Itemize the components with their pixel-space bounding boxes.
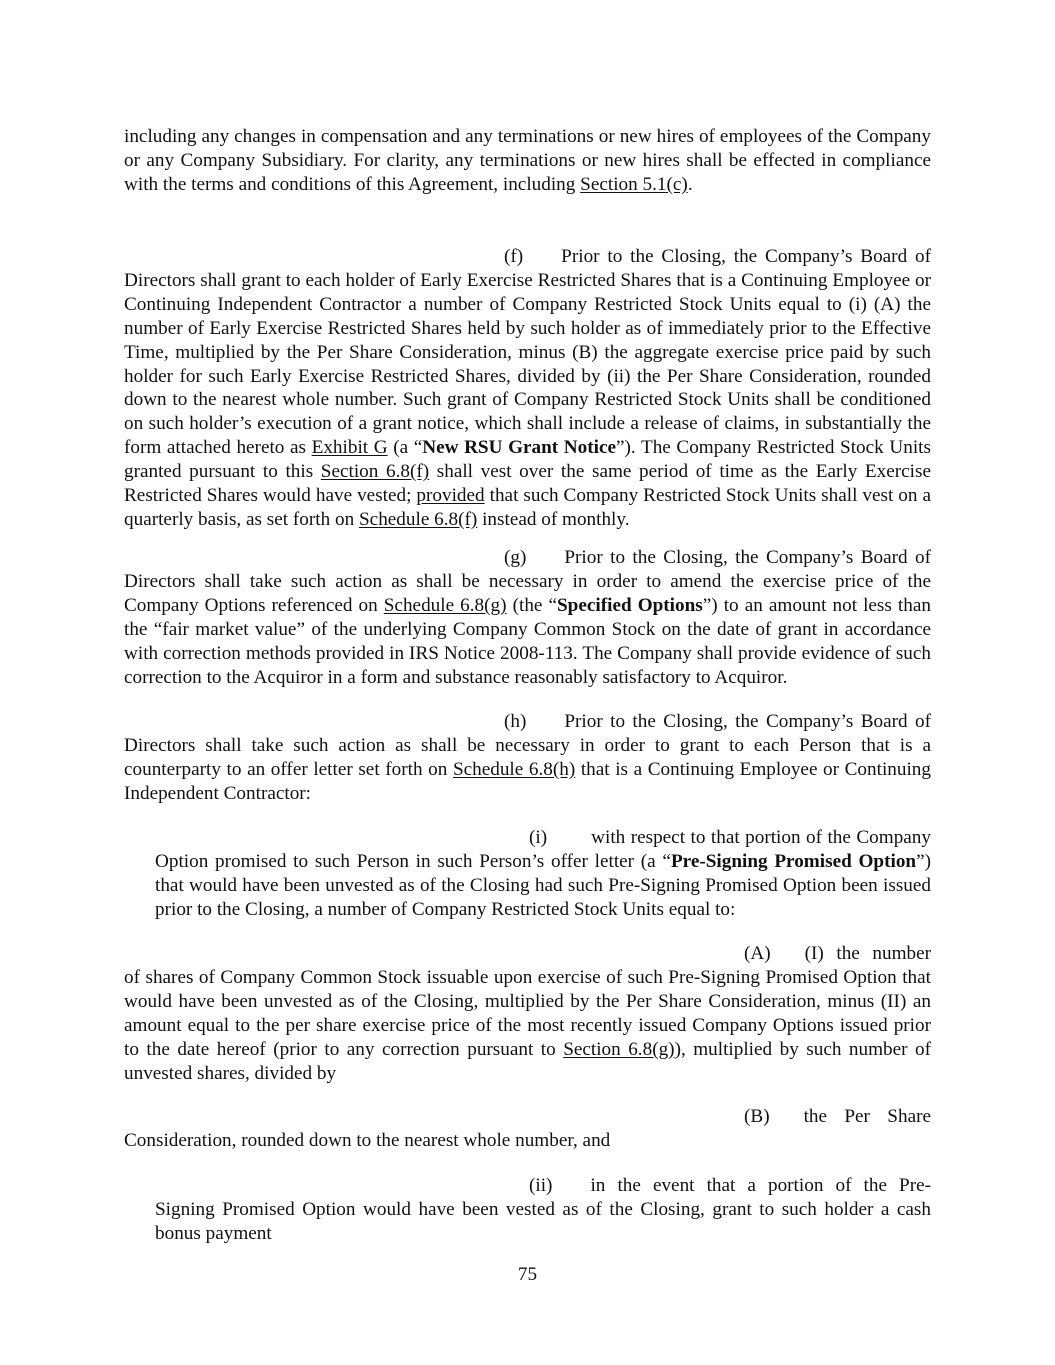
- text-run: instead of monthly.: [477, 508, 630, 530]
- text-run: ), multiplied by such number of unvested shares, divided by: [124, 1038, 931, 1084]
- clause-label: (ii): [529, 1175, 553, 1196]
- text-run: Prior to the Closing, the Company’s Board of Directors shall grant to each holder of Early Exercise Restricted Shares that is a Continuing Employee or Continuing Independent Contractor a number of Company Restricted Stock Units equal to (i) (A) the number of Early Exercise Restricted Shares held by such holder as of immediately prior to the Effective Time, multiplied by the Per Share Consideration, minus (B) the aggregate exercise price paid by such holder for such Early Exercise Restricted Shares, divided by (ii) the Per Share Consideration, rounded down to the nearest whole number. Such grant of Company Restricted Stock Units shall be conditioned on such holder’s execution of a grant notice, which shall include a release of claims, in substantially the form attached hereto as: [124, 246, 931, 459]
- text-run: (I) the number of shares of Company Common Stock issuable upon exercise of such Pre-Signing Promised Option that would have been unvested as of the Closing, multiplied by the Per Share Consideration, minus (II) an amount equal to the per share exercise price of the most recently issued Company Options issued prior to the date hereof (prior to any correction pursuant to: [124, 943, 931, 1060]
- paragraph-clause-h-i-A: [124, 942, 931, 1085]
- cross-reference: Schedule 6.8(h): [452, 758, 576, 780]
- cross-reference: Section 6.8(g): [563, 1038, 675, 1060]
- clause-label: (A): [744, 943, 771, 964]
- paragraph-clause-g: [124, 546, 931, 689]
- text-run: the Per Share Consideration, rounded down to the nearest whole number, and: [124, 1106, 931, 1151]
- clause-label: (h): [504, 711, 527, 732]
- text-run: Prior to the Closing, the Company’s Board of Directors shall take such action as shall be necessary in order to grant to each Person that is a counterparty to an offer letter set forth on: [124, 711, 931, 780]
- text-run: (the “: [506, 594, 558, 616]
- defined-term: Pre-Signing Promised Option: [670, 850, 917, 872]
- text-run: shall vest over the same period of time as the Early Exercise Restricted Shares would have vested;: [124, 461, 931, 507]
- text-run: .: [687, 173, 693, 195]
- cross-reference: Schedule 6.8(f): [359, 508, 478, 530]
- text-run: ”). The Company Restricted Stock Units granted pursuant to this: [124, 437, 931, 483]
- text-run: in the event that a portion of the Pre-Signing Promised Option would have been vested as of the Closing, grant to such holder a cash bonus payment: [155, 1175, 931, 1244]
- text-run: Prior to the Closing, the Company’s Board of Directors shall take such action as shall be necessary in order to amend the exercise price of the Company Options referenced on: [124, 547, 931, 616]
- text-run: with respect to that portion of the Company Option promised to such Person in such Person’s offer letter (a “: [155, 827, 931, 872]
- paragraph-clause-f: [124, 245, 931, 532]
- paragraph-clause-h-ii: [155, 1174, 931, 1246]
- paragraph-clause-h: [124, 710, 931, 806]
- cross-reference: provided: [416, 485, 485, 507]
- text-run: that is a Continuing Employee or Continuing Independent Contractor:: [124, 758, 931, 804]
- paragraph-clause-h-i-B: [124, 1105, 931, 1153]
- clause-label: (f): [504, 246, 524, 267]
- text-run: that such Company Restricted Stock Units shall vest on a quarterly basis, as set forth on: [124, 485, 931, 530]
- text-run: ”) to an amount not less than the “fair market value” of the underlying Company Common Stock on the date of grant in accordance with correction methods provided in IRS Notice 2008-113. The Company shall provide evidence of such correction to the Acquiror in a form and substance reasonably satisfactory to Acquiror.: [124, 594, 931, 688]
- defined-term: New RSU Grant Notice: [422, 437, 616, 459]
- clause-label: (i): [529, 827, 548, 848]
- text-run: (a “: [387, 437, 423, 459]
- text-run: ”) that would have been unvested as of the Closing had such Pre-Signing Promised Option been issued prior to the Closing, a number of Company Restricted Stock Units equal to:: [155, 850, 931, 920]
- clause-label: (g): [504, 547, 527, 568]
- cross-reference: Exhibit G: [311, 437, 388, 459]
- cross-reference: Schedule 6.8(g): [383, 594, 507, 616]
- paragraph-continuation: [124, 125, 931, 197]
- cross-reference: Section 5.1(c): [580, 173, 688, 195]
- clause-label: (B): [744, 1106, 770, 1127]
- text-run: including any changes in compensation and any terminations or new hires of employees of the Company or any Company Subsidiary. For clarity, any terminations or new hires shall be effected in compliance with the terms and conditions of this Agreement, including: [124, 126, 931, 195]
- paragraph-clause-h-i: [155, 826, 931, 922]
- defined-term: Specified Options: [557, 594, 703, 616]
- cross-reference: Section 6.8(f): [320, 461, 430, 483]
- page-number: 75: [517, 1264, 538, 1285]
